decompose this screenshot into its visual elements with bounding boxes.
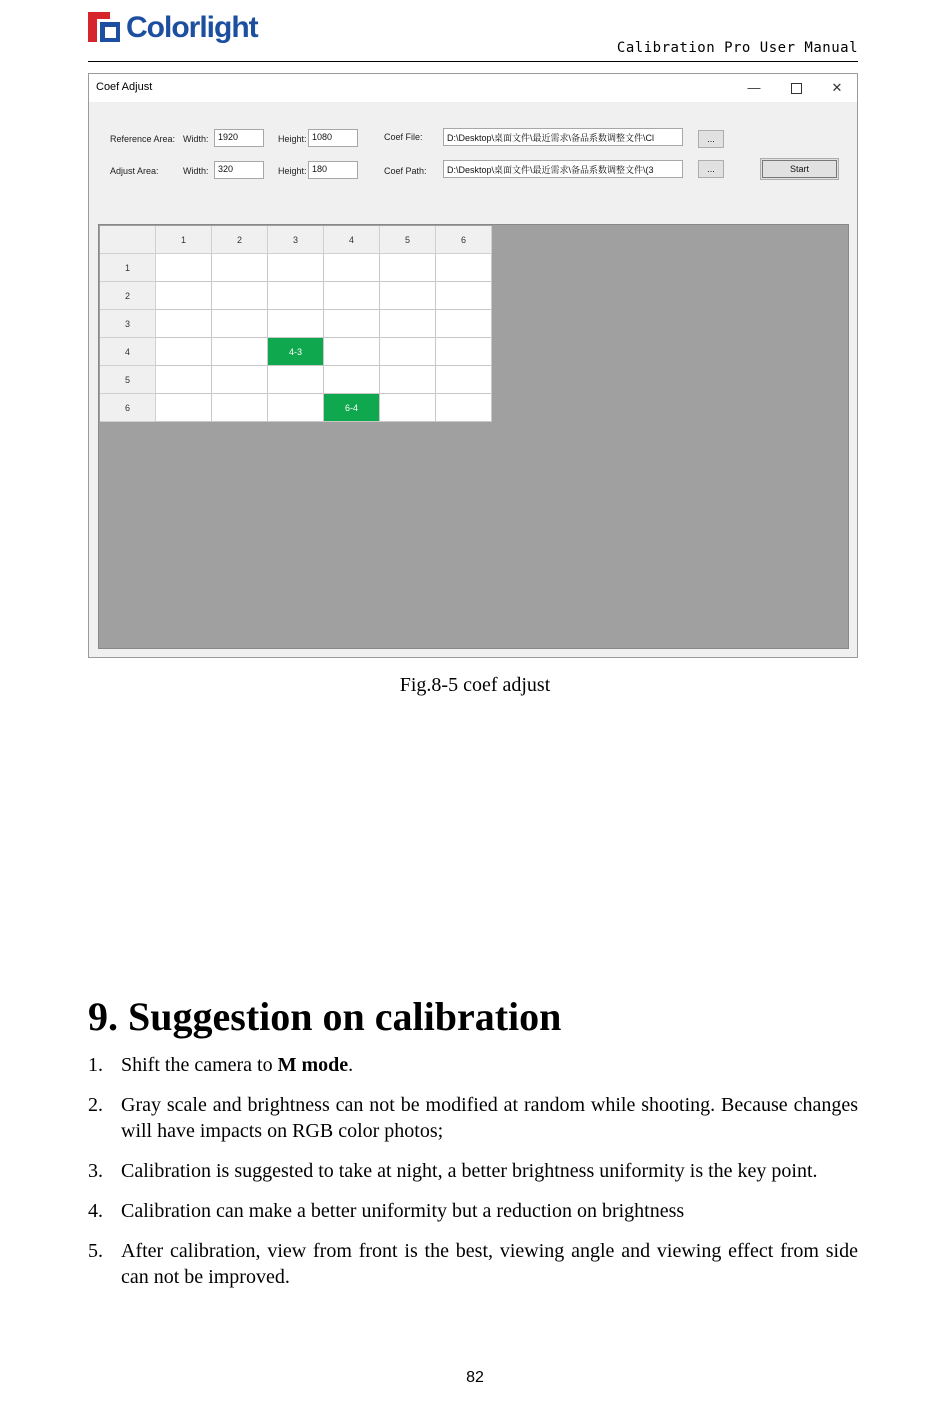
grid-cell[interactable] xyxy=(156,338,212,366)
grid-cell[interactable] xyxy=(156,282,212,310)
grid-cell[interactable] xyxy=(324,310,380,338)
grid-cell[interactable] xyxy=(212,394,268,422)
coef-file-input[interactable]: D:\Desktop\桌面文件\最近需求\备品系数调整文件\Cl xyxy=(443,128,683,146)
grid-column-header: 6 xyxy=(436,226,492,254)
grid-cell[interactable] xyxy=(268,366,324,394)
coef-file-label: Coef File: xyxy=(384,132,423,142)
grid-cell[interactable] xyxy=(380,338,436,366)
coef-grid-area xyxy=(98,224,849,649)
reference-height-label: Height: xyxy=(278,134,307,144)
adjust-height-label: Height: xyxy=(278,166,307,176)
grid-row-header: 1 xyxy=(100,254,156,282)
grid-cell[interactable] xyxy=(324,282,380,310)
list-item: 4. Calibration can make a better uniformity but a reduction on brightness xyxy=(88,1200,685,1222)
coef-path-input[interactable]: D:\Desktop\桌面文件\最近需求\备品系数调整文件\(3 xyxy=(443,160,683,178)
grid-cell-highlighted[interactable]: 6-4 xyxy=(324,394,380,422)
grid-cell[interactable] xyxy=(324,338,380,366)
grid-cell[interactable] xyxy=(436,394,492,422)
document-title: Calibration Pro User Manual xyxy=(616,40,858,56)
window-titlebar xyxy=(89,74,857,102)
grid-cell[interactable] xyxy=(380,394,436,422)
colorlight-logo-icon xyxy=(88,10,124,46)
page-number: 82 xyxy=(466,1369,484,1386)
reference-area-label: Reference Area: xyxy=(110,134,176,144)
reference-width-input[interactable]: 1920 xyxy=(214,129,264,147)
grid-cell[interactable] xyxy=(212,338,268,366)
header-divider xyxy=(88,61,858,62)
grid-cell[interactable] xyxy=(156,254,212,282)
grid-corner-header xyxy=(100,226,156,254)
grid-cell[interactable] xyxy=(380,282,436,310)
grid-cell[interactable] xyxy=(156,366,212,394)
grid-cell[interactable] xyxy=(212,282,268,310)
grid-row-header: 6 xyxy=(100,394,156,422)
start-button[interactable]: Start xyxy=(760,158,839,180)
suggestion-list xyxy=(88,1052,858,1304)
grid-cell[interactable] xyxy=(380,310,436,338)
grid-row-header: 3 xyxy=(100,310,156,338)
section-heading: 9. Suggestion on calibration xyxy=(88,994,562,1039)
grid-cell[interactable] xyxy=(268,254,324,282)
grid-column-header: 2 xyxy=(212,226,268,254)
adjust-area-label: Adjust Area: xyxy=(110,166,159,176)
grid-column-header: 4 xyxy=(324,226,380,254)
grid-row-header: 5 xyxy=(100,366,156,394)
figure-caption: Fig.8-5 coef adjust xyxy=(399,674,551,696)
coef-adjust-window xyxy=(88,73,858,658)
grid-cell[interactable] xyxy=(436,366,492,394)
grid-cell-highlighted[interactable]: 4-3 xyxy=(268,338,324,366)
adjust-height-input[interactable]: 180 xyxy=(308,161,358,179)
grid-cell[interactable] xyxy=(268,394,324,422)
maximize-icon xyxy=(791,83,802,94)
list-item: 3. Calibration is suggested to take at night, a better brightness uniformity is the key point. xyxy=(88,1160,818,1182)
grid-column-header: 3 xyxy=(268,226,324,254)
grid-cell[interactable] xyxy=(380,366,436,394)
colorlight-logo xyxy=(88,8,258,48)
reference-width-label: Width: xyxy=(183,134,209,144)
grid-cell[interactable] xyxy=(212,366,268,394)
grid-cell[interactable] xyxy=(212,310,268,338)
grid-cell[interactable] xyxy=(212,254,268,282)
logo-text: Colorlight xyxy=(126,11,258,44)
list-item: 2. Gray scale and brightness can not be modified at random while shooting. Because changes will have impacts on RGB color photos; xyxy=(88,1094,858,1142)
adjust-width-input[interactable]: 320 xyxy=(214,161,264,179)
grid-column-header: 5 xyxy=(380,226,436,254)
grid-cell[interactable] xyxy=(436,282,492,310)
adjust-width-label: Width: xyxy=(183,166,209,176)
coef-path-browse-button[interactable]: ... xyxy=(698,160,724,178)
grid-column-header: 1 xyxy=(156,226,212,254)
grid-cell[interactable] xyxy=(436,338,492,366)
grid-cell[interactable] xyxy=(380,254,436,282)
grid-cell[interactable] xyxy=(436,254,492,282)
maximize-button[interactable] xyxy=(781,78,811,98)
grid-cell[interactable] xyxy=(324,366,380,394)
grid-cell[interactable] xyxy=(324,254,380,282)
coef-path-label: Coef Path: xyxy=(384,166,427,176)
grid-cell[interactable] xyxy=(436,310,492,338)
grid-cell[interactable] xyxy=(156,310,212,338)
grid-cell[interactable] xyxy=(156,394,212,422)
list-item: 5. After calibration, view from front is the best, viewing angle and viewing effect from side can not be improved. xyxy=(88,1240,858,1288)
grid-cell[interactable] xyxy=(268,310,324,338)
window-title: Coef Adjust xyxy=(96,81,153,93)
minimize-button[interactable]: — xyxy=(747,80,761,95)
grid-row-header: 2 xyxy=(100,282,156,310)
grid-cell[interactable] xyxy=(268,282,324,310)
coef-file-browse-button[interactable]: ... xyxy=(698,130,724,148)
close-button[interactable]: ✕ xyxy=(831,80,843,95)
list-item: 1. Shift the camera to M mode. xyxy=(88,1054,354,1076)
grid-row-header: 4 xyxy=(100,338,156,366)
reference-height-input[interactable]: 1080 xyxy=(308,129,358,147)
